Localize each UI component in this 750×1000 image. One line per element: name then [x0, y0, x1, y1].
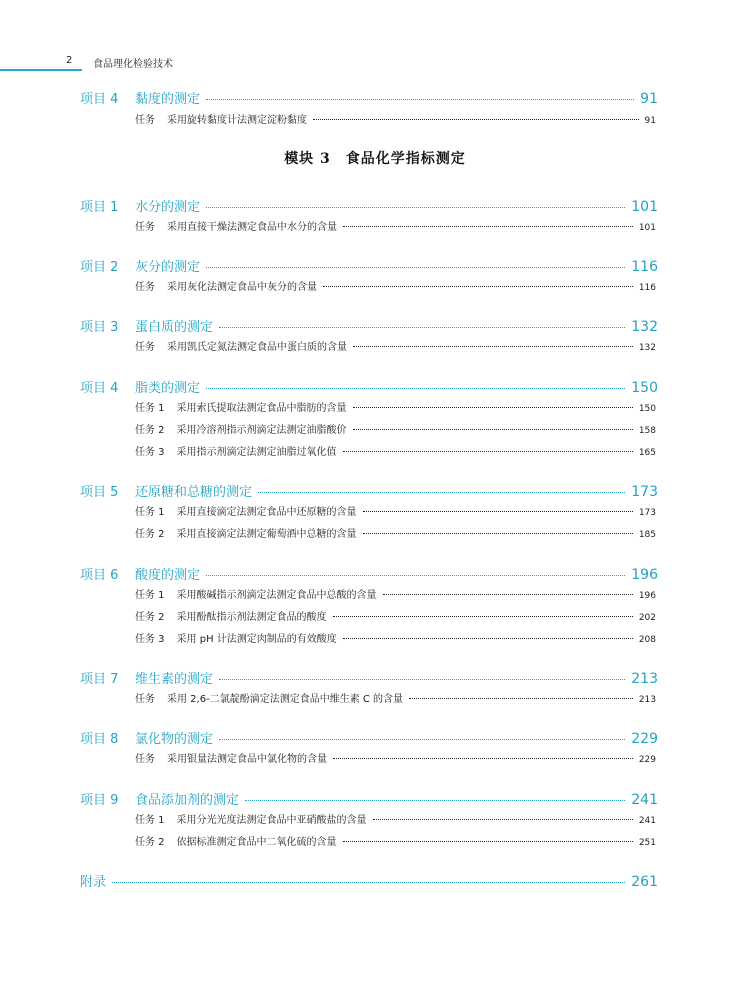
entry-title: 采用索氏提取法测定食品中脂肪的含量 [176, 402, 347, 414]
toc-task-entry[interactable] [135, 608, 656, 623]
entry-page-number: 165 [638, 448, 656, 458]
dot-leader [258, 492, 625, 493]
entry-page-number: 150 [631, 379, 658, 396]
entry-title: 采用酚酞指示剂法测定食品的酸度 [176, 611, 327, 623]
dot-leader [409, 698, 633, 699]
toc-task-entry[interactable] [135, 443, 656, 458]
entry-title: 采用 pH 计法测定肉制品的有效酸度 [176, 634, 337, 645]
entry-title: 维生素的测定 [135, 672, 214, 688]
entry-page-number: 173 [638, 508, 656, 519]
entry-number: 任务 [135, 282, 155, 294]
dot-leader [363, 511, 633, 512]
entry-title: 采用凯氏定氮法测定食品中蛋白质的含量 [167, 342, 347, 354]
dot-leader [343, 638, 633, 639]
module-title: 模块 3 食品化学指标测定 [284, 151, 466, 167]
dot-leader [343, 226, 633, 227]
entry-number: 任务 2 [135, 611, 165, 623]
entry-page-number: 213 [631, 671, 658, 688]
entry-title: 氯化物的测定 [135, 732, 214, 748]
entry-title: 灰分的测定 [135, 260, 201, 276]
dot-leader [219, 679, 625, 680]
toc-task-entry[interactable] [135, 811, 656, 826]
entry-number: 项目 9 [80, 792, 119, 808]
entry-page-number: 202 [638, 612, 656, 623]
entry-page-number: 101 [631, 199, 658, 215]
entry-number: 项目 2 [80, 260, 119, 276]
entry-title: 水分的测定 [135, 200, 201, 215]
entry-page-number: 116 [638, 283, 656, 294]
entry-number: 任务 2 [135, 529, 165, 541]
entry-title: 采用冷溶剂指示剂滴定法测定油脂酸价 [176, 424, 347, 436]
toc-project-entry[interactable] [80, 377, 658, 396]
toc-project-entry[interactable] [80, 871, 658, 890]
entry-page-number: 241 [638, 815, 656, 826]
entry-number: 任务 2 [135, 424, 165, 436]
entry-title: 食品添加剂的测定 [135, 792, 240, 808]
entry-number: 项目 5 [80, 485, 119, 501]
toc-task-entry[interactable] [135, 833, 656, 848]
entry-page-number: 229 [638, 755, 656, 766]
entry-title: 采用直接滴定法测定葡萄酒中总糖的含量 [176, 529, 357, 541]
book-title: 食品理化检验技术 [93, 59, 173, 70]
toc-project-entry[interactable] [80, 668, 658, 687]
toc-task-entry[interactable] [135, 750, 656, 765]
entry-page-number: 196 [638, 590, 656, 601]
dot-leader [353, 407, 633, 408]
entry-page-number: 261 [631, 874, 658, 890]
dot-leader [353, 429, 633, 430]
entry-title: 采用分光光度法测定食品中亚硝酸盐的含量 [176, 814, 367, 826]
entry-number: 任务 2 [135, 836, 165, 848]
entry-page-number: 150 [638, 403, 656, 414]
dot-leader [353, 346, 633, 347]
entry-number: 项目 4 [80, 380, 119, 396]
entry-title: 还原糖和总糖的测定 [135, 485, 253, 501]
entry-page-number: 241 [631, 791, 658, 808]
entry-title: 采用指示剂滴定法测定油脂过氧化值 [176, 447, 337, 458]
dot-leader [333, 758, 633, 759]
toc-project-entry[interactable] [80, 728, 658, 747]
entry-page-number: 91 [644, 116, 656, 126]
dot-leader [383, 594, 633, 595]
entry-number: 项目 1 [80, 200, 119, 215]
toc-task-entry[interactable] [135, 338, 656, 353]
toc-project-entry[interactable] [80, 256, 658, 275]
toc-task-entry[interactable] [135, 218, 656, 233]
toc-project-entry[interactable] [80, 196, 658, 215]
page-number: 2 [66, 55, 73, 66]
entry-title: 附录 [80, 875, 107, 890]
entry-number: 项目 8 [80, 732, 119, 748]
entry-title: 蛋白质的测定 [135, 320, 214, 336]
dot-leader [343, 841, 633, 842]
toc-task-entry[interactable] [135, 399, 656, 414]
dot-leader [333, 616, 633, 617]
entry-page-number: 91 [640, 91, 658, 107]
dot-leader [323, 286, 633, 287]
toc-task-entry[interactable] [135, 421, 656, 436]
entry-number: 任务 1 [135, 402, 165, 414]
entry-number: 任务 1 [135, 507, 165, 519]
dot-leader [112, 882, 625, 883]
toc-project-entry[interactable] [80, 481, 658, 500]
entry-number: 项目 7 [80, 672, 119, 688]
entry-title: 采用 2,6-二氯靛酚滴定法测定食品中维生素 C 的含量 [167, 694, 404, 706]
dot-leader [206, 388, 625, 389]
toc-task-entry[interactable] [135, 525, 656, 540]
entry-number: 任务 [135, 754, 155, 766]
entry-title: 采用直接干燥法测定食品中水分的含量 [167, 222, 337, 233]
entry-page-number: 173 [631, 484, 658, 501]
entry-title: 采用银量法测定食品中氯化物的含量 [167, 754, 327, 766]
toc-task-entry[interactable] [135, 630, 656, 645]
entry-page-number: 251 [638, 837, 656, 848]
entry-page-number: 132 [631, 319, 658, 336]
toc-project-entry[interactable] [80, 564, 658, 583]
entry-page-number: 213 [638, 695, 656, 706]
toc-project-entry[interactable] [80, 789, 658, 808]
entry-page-number: 132 [638, 343, 656, 354]
dot-leader [219, 739, 625, 740]
entry-title: 酸度的测定 [135, 567, 201, 583]
entry-number: 任务 1 [135, 814, 165, 826]
dot-leader [313, 119, 639, 120]
entry-title: 脂类的测定 [135, 380, 201, 396]
dot-leader [206, 99, 634, 100]
toc-task-entry[interactable] [135, 690, 656, 705]
toc-task-entry[interactable] [135, 586, 656, 601]
dot-leader [219, 327, 625, 328]
entry-page-number: 196 [631, 566, 658, 583]
entry-number: 任务 1 [135, 589, 165, 601]
entry-title: 采用灰化法测定食品中灰分的含量 [167, 282, 317, 294]
dot-leader [206, 267, 625, 268]
dot-leader [206, 207, 625, 208]
dot-leader [206, 575, 625, 576]
entry-number: 项目 6 [80, 567, 119, 583]
entry-number: 项目 3 [80, 320, 119, 336]
entry-page-number: 208 [638, 635, 656, 645]
dot-leader [245, 800, 625, 801]
entry-number: 任务 [135, 115, 155, 126]
entry-page-number: 158 [638, 425, 656, 436]
entry-number: 任务 3 [135, 634, 165, 645]
dot-leader [373, 819, 633, 820]
toc-project-entry[interactable] [80, 316, 658, 335]
running-header [0, 52, 750, 72]
entry-page-number: 116 [631, 259, 658, 276]
entry-number: 任务 3 [135, 447, 165, 458]
toc-project-entry[interactable] [80, 88, 658, 107]
toc-task-entry[interactable] [135, 111, 656, 126]
entry-title: 采用旋转黏度计法测定淀粉黏度 [167, 115, 307, 126]
entry-title: 采用酸碱指示剂滴定法测定食品中总酸的含量 [176, 589, 377, 601]
entry-title: 黏度的测定 [135, 92, 201, 107]
entry-page-number: 185 [638, 530, 656, 541]
entry-page-number: 101 [638, 223, 656, 233]
dot-leader [363, 533, 633, 534]
entry-number: 任务 [135, 222, 155, 233]
toc-task-entry[interactable] [135, 278, 656, 293]
toc-task-entry[interactable] [135, 503, 656, 518]
entry-number: 项目 4 [80, 92, 119, 107]
entry-page-number: 229 [631, 731, 658, 748]
entry-title: 采用直接滴定法测定食品中还原糖的含量 [176, 507, 357, 519]
entry-number: 任务 [135, 694, 155, 706]
header-rule [0, 69, 82, 71]
dot-leader [343, 451, 633, 452]
entry-number: 任务 [135, 342, 155, 354]
entry-title: 依据标准测定食品中二氧化硫的含量 [176, 836, 337, 848]
